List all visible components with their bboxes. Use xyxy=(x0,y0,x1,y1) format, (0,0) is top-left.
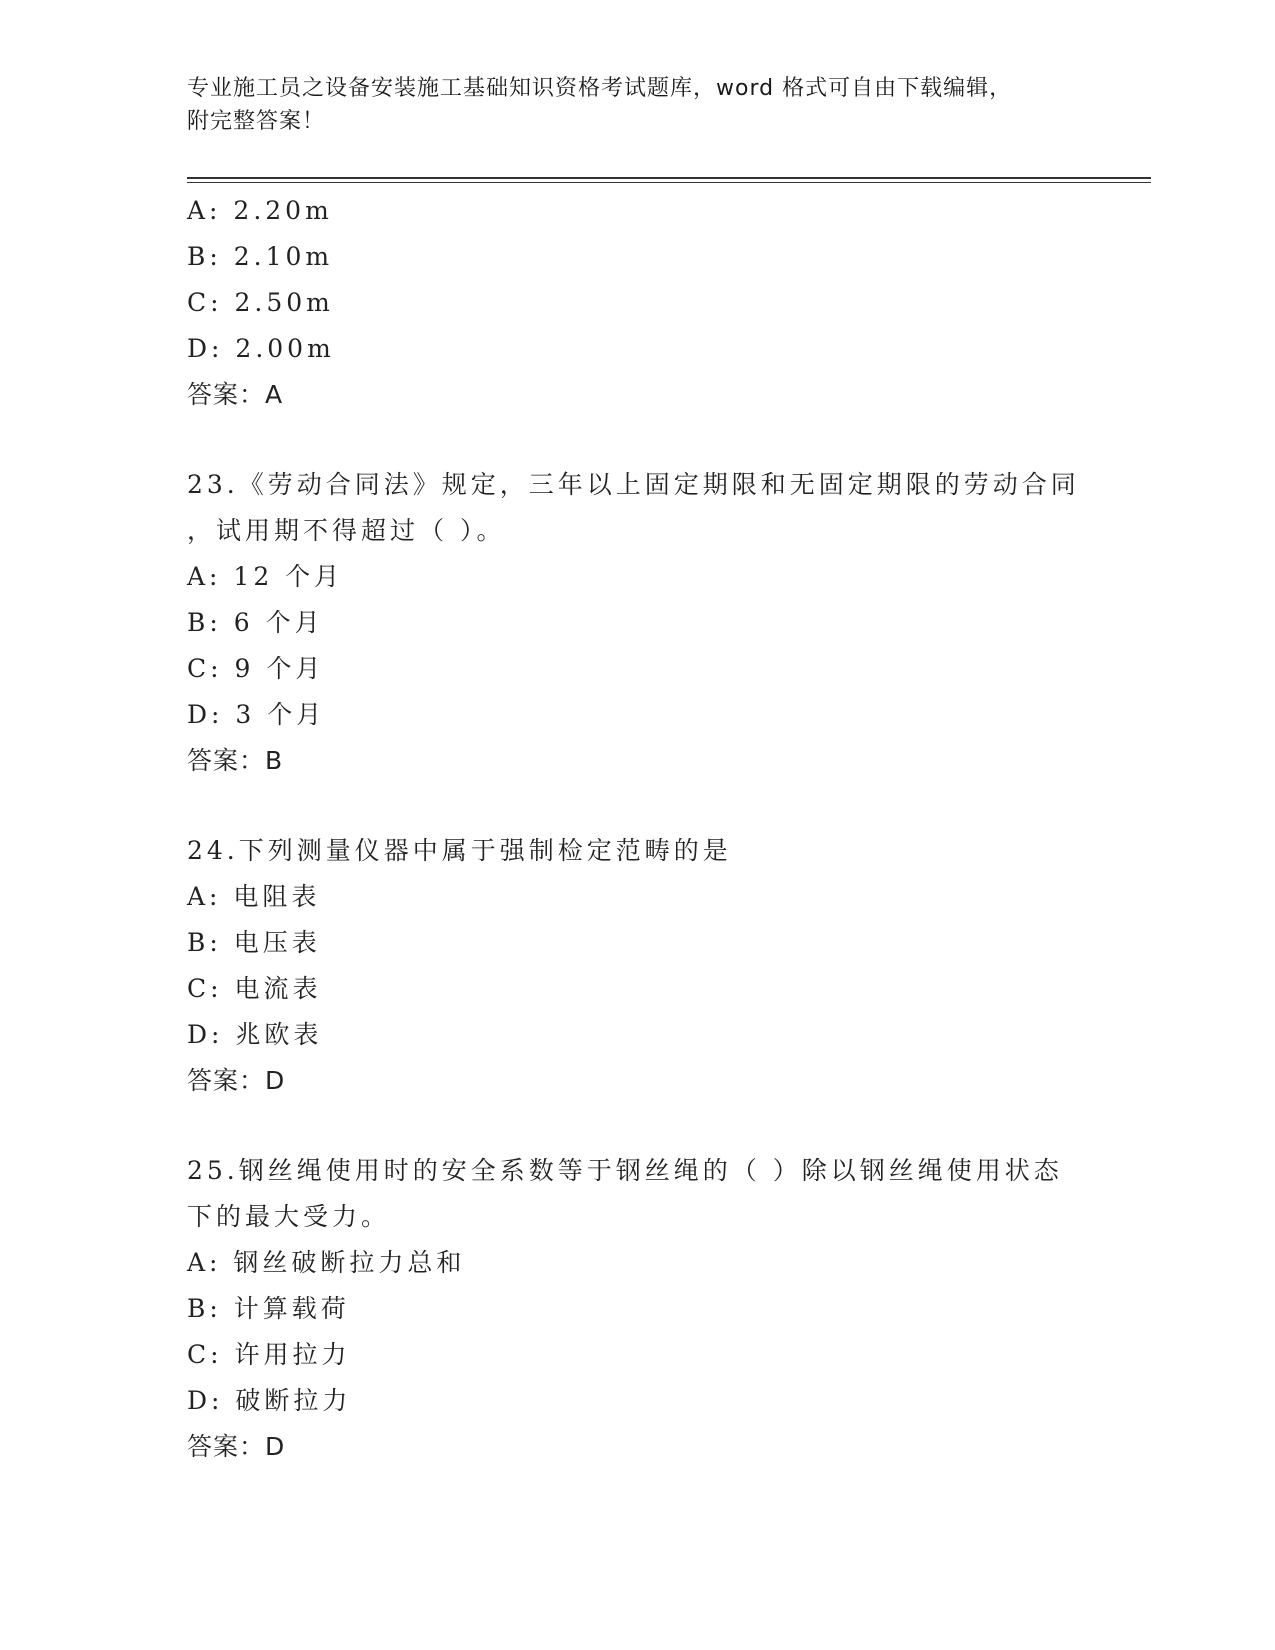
option-b: B: 6 个月 xyxy=(187,608,324,637)
header-rule-thin xyxy=(187,182,1151,183)
question-text: 24.下列测量仪器中属于强制检定范畴的是 xyxy=(187,836,732,865)
option-c: C: 许用拉力 xyxy=(187,1340,351,1369)
header-rule-thick xyxy=(187,177,1151,179)
header-line-2: 附完整答案！ xyxy=(187,109,326,134)
answer-line: 答案：A xyxy=(187,380,284,409)
question-list xyxy=(187,188,1087,1470)
option-d: D: 3 个月 xyxy=(187,700,326,729)
question-text: 25.钢丝绳使用时的安全系数等于钢丝绳的（ ）除以钢丝绳使用状态 xyxy=(187,1156,1063,1185)
question-25 xyxy=(187,1148,1087,1470)
question-text-cont: 下的最大受力。 xyxy=(187,1202,391,1231)
option-c: C: 9 个月 xyxy=(187,654,325,683)
option-b: B: 2.10m xyxy=(187,242,334,271)
option-d: D: 破断拉力 xyxy=(187,1386,352,1415)
option-b: B: 计算载荷 xyxy=(187,1294,350,1323)
question-text: 23.《劳动合同法》规定，三年以上固定期限和无固定期限的劳动合同 xyxy=(187,470,1080,499)
header-line-1: 专业施工员之设备安装施工基础知识资格考试题库，word 格式可自由下载编辑， xyxy=(187,76,1013,101)
question-24 xyxy=(187,828,1087,1104)
option-a: A: 2.20m xyxy=(187,196,333,225)
option-d: D: 兆欧表 xyxy=(187,1020,323,1049)
option-c: C: 2.50m xyxy=(187,288,334,317)
document-header xyxy=(187,72,1067,138)
answer-line: 答案：D xyxy=(187,1066,286,1095)
option-a: A: 电阻表 xyxy=(187,882,321,911)
option-b: B: 电压表 xyxy=(187,928,321,957)
question-23 xyxy=(187,462,1087,784)
answer-line: 答案：D xyxy=(187,1432,286,1461)
option-a: A: 12 个月 xyxy=(187,562,344,591)
option-a: A: 钢丝破断拉力总和 xyxy=(187,1248,466,1277)
option-d: D: 2.00m xyxy=(187,334,335,363)
question-text-cont: ，试用期不得超过（ ）。 xyxy=(187,516,506,545)
question-22 xyxy=(187,188,1087,418)
option-c: C: 电流表 xyxy=(187,974,322,1003)
answer-line: 答案：B xyxy=(187,746,284,775)
